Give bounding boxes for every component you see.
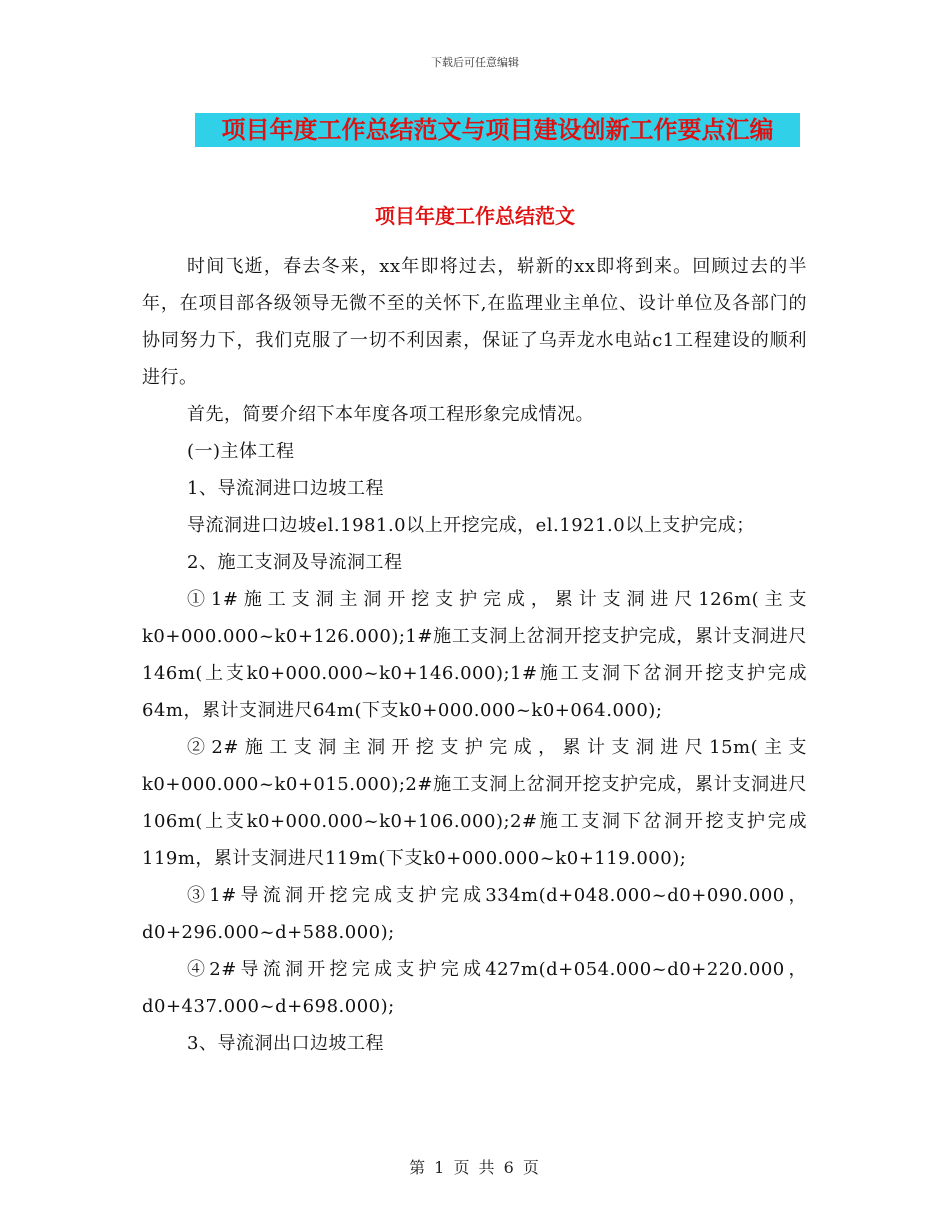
paragraph-item-3: 3、导流洞出口边坡工程: [187, 1033, 384, 1054]
paragraph-item-2-b: ②2#施工支洞主洞开挖支护完成，累计支洞进尺15m(主支k0+000.000~k0+015.000);2#施工支洞上岔洞开挖支护完成，累计支洞进尺106m(上支k0+000.000~k0+106.000);2#施工支洞下岔洞开挖支护完成119m，累计支洞进尺119m(下支k0+000.000~k0+119.000);: [142, 737, 807, 869]
paragraph-item-2: 2、施工支洞及导流洞工程: [187, 552, 403, 573]
sub-title: 项目年度工作总结范文: [375, 204, 575, 228]
paragraph-item-1: 1、导流洞进口边坡工程: [187, 478, 384, 499]
paragraph-item-1-detail: 导流洞进口边坡el.1981.0以上开挖完成，el.1921.0以上支护完成；: [187, 515, 755, 536]
page-number: 第 1 页 共 6 页: [409, 1158, 541, 1177]
download-note: 下载后可任意编辑: [431, 56, 519, 69]
paragraph-intro: 时间飞逝，春去冬来，xx年即将过去，崭新的xx即将到来。回顾过去的半年，在项目部各级领导无微不至的关怀下,在监理业主单位、设计单位及各部门的协同努力下，我们克服了一切不利因素，保证了乌弄龙水电站c1工程建设的顺利进行。: [142, 256, 807, 388]
main-title: 项目年度工作总结范文与项目建设创新工作要点汇编: [221, 115, 774, 144]
paragraph-overview: 首先，简要介绍下本年度各项工程形象完成情况。: [187, 404, 594, 425]
main-title-highlight: [195, 113, 800, 147]
paragraph-item-2-a: ①1#施工支洞主洞开挖支护完成，累计支洞进尺126m(主支k0+000.000~k0+126.000);1#施工支洞上岔洞开挖支护完成，累计支洞进尺146m(上支k0+000.000~k0+146.000);1#施工支洞下岔洞开挖支护完成64m，累计支洞进尺64m(下支k0+000.000~k0+064.000);: [142, 589, 807, 721]
paragraph-item-2-c: ③1#导流洞开挖完成支护完成334m(d+048.000~d0+090.000，d0+296.000~d+588.000);: [142, 885, 807, 943]
document-body: [142, 248, 807, 1062]
paragraph-item-2-d: ④2#导流洞开挖完成支护完成427m(d+054.000~d0+220.000，d0+437.000~d+698.000);: [142, 959, 807, 1017]
paragraph-section-main: (一)主体工程: [187, 441, 295, 462]
